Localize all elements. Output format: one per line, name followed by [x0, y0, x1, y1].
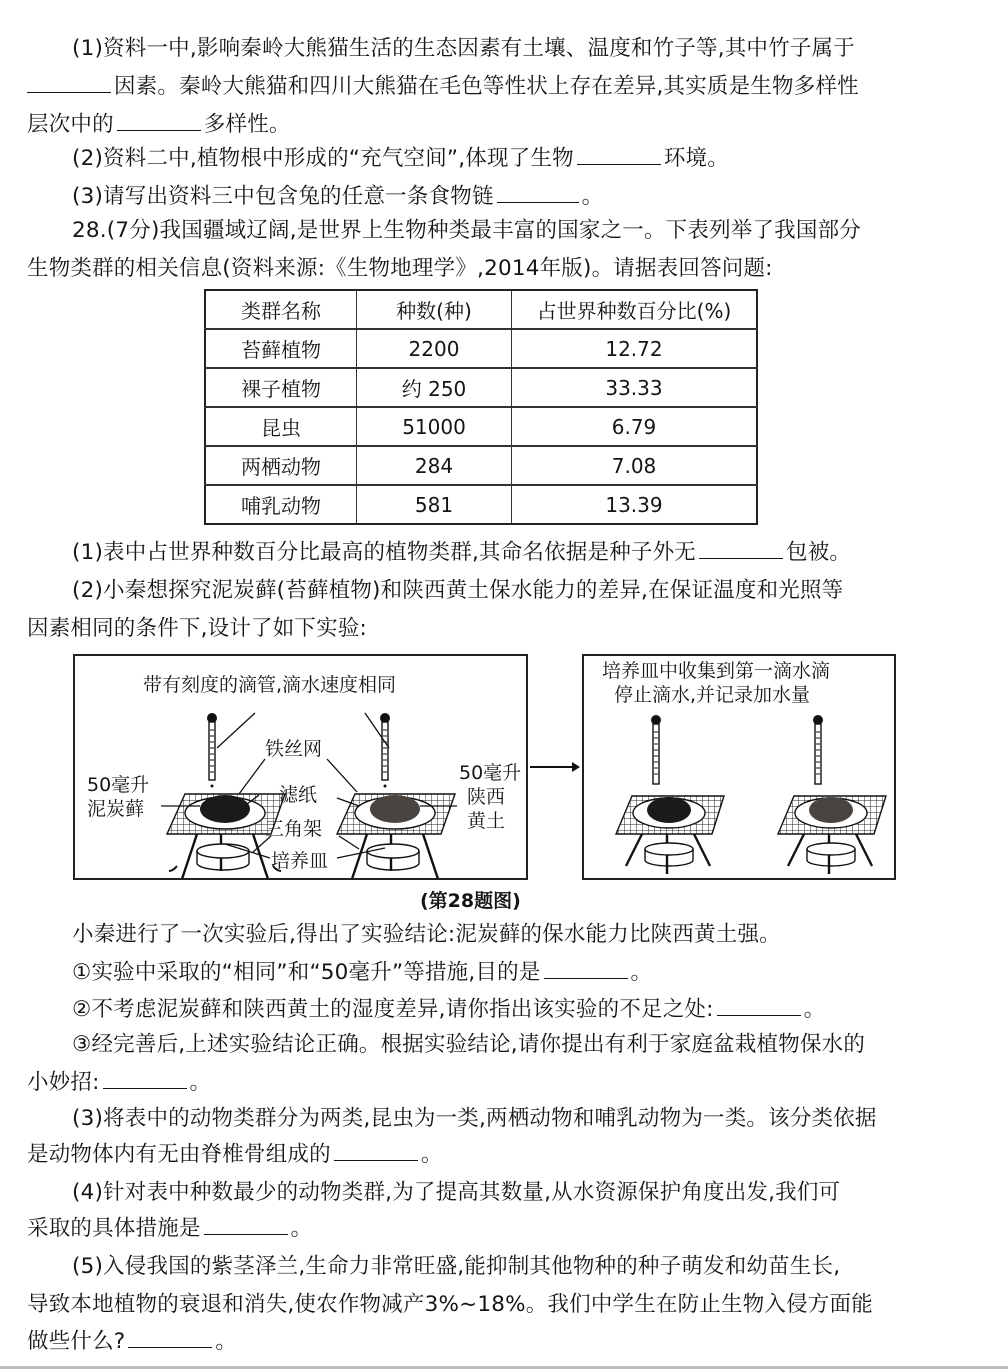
- arrow-right-icon: [528, 760, 580, 774]
- text: (1)资料一中,影响秦岭大熊猫生活的生态因素有土壤、温度和竹子等,其中竹子属于: [72, 36, 855, 61]
- species-table: [204, 289, 758, 525]
- text: 导致本地植物的衰退和消失,使农作物减产3%~18%。我们中学生在防止生物入侵方面能: [27, 1292, 873, 1317]
- text: ①实验中采取的“相同”和“50毫升”等措施,目的是: [72, 960, 541, 985]
- text: (2)资料二中,植物根中形成的“充气空间”,体现了生物: [72, 146, 574, 171]
- text: 包被。: [786, 540, 852, 565]
- text: 。: [581, 184, 604, 209]
- table-row: [205, 485, 757, 524]
- text: 。: [803, 997, 826, 1022]
- q27-part3: [72, 182, 603, 212]
- q27-part2: [72, 144, 729, 174]
- answer-blank[interactable]: [544, 958, 628, 979]
- figure-caption: (第28题图): [420, 890, 521, 912]
- q28-sub2-line1: [72, 576, 843, 606]
- text: 因素相同的条件下,设计了如下实验:: [27, 616, 367, 641]
- table-header: 占世界种数百分比(%): [512, 290, 758, 329]
- text: 。: [215, 1329, 238, 1354]
- petri-dish-label: 培养皿: [271, 850, 329, 872]
- result-title-line1: 培养皿中收集到第一滴水滴: [602, 660, 831, 682]
- table-cell: 昆虫: [205, 407, 357, 446]
- answer-blank[interactable]: [204, 1214, 288, 1235]
- answer-blank[interactable]: [128, 1327, 212, 1348]
- q28-conclusion: [72, 920, 781, 950]
- table-header: 类群名称: [205, 290, 357, 329]
- table-row: [205, 446, 757, 485]
- q28-sub4-line2: [27, 1214, 312, 1244]
- text: 28.(7分)我国疆域辽阔,是世界上生物种类最丰富的国家之一。下表列举了我国部分: [72, 218, 861, 243]
- table-cell: 哺乳动物: [205, 485, 357, 524]
- q28-sub1: [72, 538, 851, 568]
- text: (3)将表中的动物类群分为两类,昆虫为一类,两栖动物和哺乳动物为一类。该分类依据: [72, 1106, 877, 1131]
- table-header: 种数(种): [357, 290, 512, 329]
- text: 。: [189, 1070, 212, 1095]
- q28-sub5-line1: [72, 1252, 840, 1282]
- answer-blank[interactable]: [103, 1068, 187, 1089]
- answer-blank[interactable]: [27, 72, 111, 93]
- text: 采取的具体措施是: [27, 1216, 201, 1241]
- table-cell: 12.72: [512, 329, 758, 368]
- wire-mesh-label: 铁丝网: [265, 738, 323, 760]
- table-cell: 13.39: [512, 485, 758, 524]
- q28-c3-line2: [27, 1068, 211, 1098]
- filter-paper-label: 滤纸: [279, 784, 318, 806]
- experiment-result-panel: [582, 654, 896, 880]
- peat-moss-volume-label: 50毫升: [87, 774, 150, 796]
- answer-blank[interactable]: [334, 1140, 418, 1161]
- table-cell: 裸子植物: [205, 368, 357, 407]
- q27-part1-line2: [27, 72, 859, 102]
- result-title-line2: 停止滴水,并记录加水量: [614, 684, 811, 706]
- text: 环境。: [663, 146, 729, 171]
- text: 。: [420, 1142, 443, 1167]
- loess-label-2: 黄土: [467, 810, 506, 832]
- text: (1)表中占世界种数百分比最高的植物类群,其命名依据是种子外无: [72, 540, 696, 565]
- table-cell: 284: [357, 446, 512, 485]
- text: 。: [630, 960, 653, 985]
- peat-moss-label: 泥炭藓: [87, 798, 145, 820]
- text: ③经完善后,上述实验结论正确。根据实验结论,请你提出有利于家庭盆栽植物保水的: [72, 1032, 866, 1057]
- text: 生物类群的相关信息(资料来源:《生物地理学》,2014年版)。请据表回答问题:: [27, 256, 773, 281]
- text: ②不考虑泥炭藓和陕西黄土的湿度差异,请你指出该实验的不足之处:: [72, 997, 714, 1022]
- q28-sub5-line2: [27, 1290, 873, 1320]
- answer-blank[interactable]: [117, 110, 201, 131]
- text: (2)小秦想探究泥炭藓(苔藓植物)和陕西黄土保水能力的差异,在保证温度和光照等: [72, 578, 844, 603]
- text: (3)请写出资料三中包含兔的任意一条食物链: [72, 184, 494, 209]
- table-cell: 2200: [357, 329, 512, 368]
- q28-intro-line1: [72, 216, 861, 246]
- q28-c2: [72, 995, 825, 1025]
- table-cell: 51000: [357, 407, 512, 446]
- table-cell: 33.33: [512, 368, 758, 407]
- text: 。: [290, 1216, 313, 1241]
- loess-label-1: 陕西: [467, 786, 506, 808]
- answer-blank[interactable]: [699, 538, 783, 559]
- q28-sub4-line1: [72, 1178, 840, 1208]
- experiment-setup-panel: [73, 654, 528, 880]
- text: 做些什么?: [27, 1329, 126, 1354]
- text: 小秦进行了一次实验后,得出了实验结论:泥炭藓的保水能力比陕西黄土强。: [72, 922, 781, 947]
- table-row: [205, 407, 757, 446]
- table-row: [205, 368, 757, 407]
- table-cell: 581: [357, 485, 512, 524]
- q28-sub2-line2: [27, 614, 367, 644]
- q28-sub3-line2: [27, 1140, 443, 1170]
- answer-blank[interactable]: [577, 144, 661, 165]
- table-row: [205, 329, 757, 368]
- q28-c3-line1: [72, 1030, 865, 1060]
- q28-sub3-line1: [72, 1104, 877, 1134]
- answer-blank[interactable]: [717, 995, 801, 1016]
- q28-sub5-line3: [27, 1327, 237, 1357]
- q27-part1-line1: [72, 34, 855, 64]
- table-cell: 约 250: [357, 368, 512, 407]
- text: 层次中的: [27, 112, 114, 137]
- text: (5)入侵我国的紫茎泽兰,生命力非常旺盛,能抑制其他物种的种子萌发和幼苗生长,: [72, 1254, 841, 1279]
- tripod-label: 三角架: [265, 818, 323, 840]
- q28-c1: [72, 958, 652, 988]
- q27-part1-line3: [27, 110, 291, 140]
- table-cell: 6.79: [512, 407, 758, 446]
- table-header-row: [205, 290, 757, 329]
- text: 小妙招:: [27, 1070, 100, 1095]
- dropper-label: 带有刻度的滴管,滴水速度相同: [143, 674, 397, 696]
- text: 因素。秦岭大熊猫和四川大熊猫在毛色等性状上存在差异,其实质是生物多样性: [114, 74, 859, 99]
- answer-blank[interactable]: [497, 182, 579, 203]
- loess-volume-label: 50毫升: [459, 762, 522, 784]
- text: 多样性。: [203, 112, 291, 137]
- table-cell: 苔藓植物: [205, 329, 357, 368]
- text: 是动物体内有无由脊椎骨组成的: [27, 1142, 331, 1167]
- table-cell: 7.08: [512, 446, 758, 485]
- table-cell: 两栖动物: [205, 446, 357, 485]
- q28-intro-line2: [27, 254, 773, 284]
- text: (4)针对表中种数最少的动物类群,为了提高其数量,从水资源保护角度出发,我们可: [72, 1180, 841, 1205]
